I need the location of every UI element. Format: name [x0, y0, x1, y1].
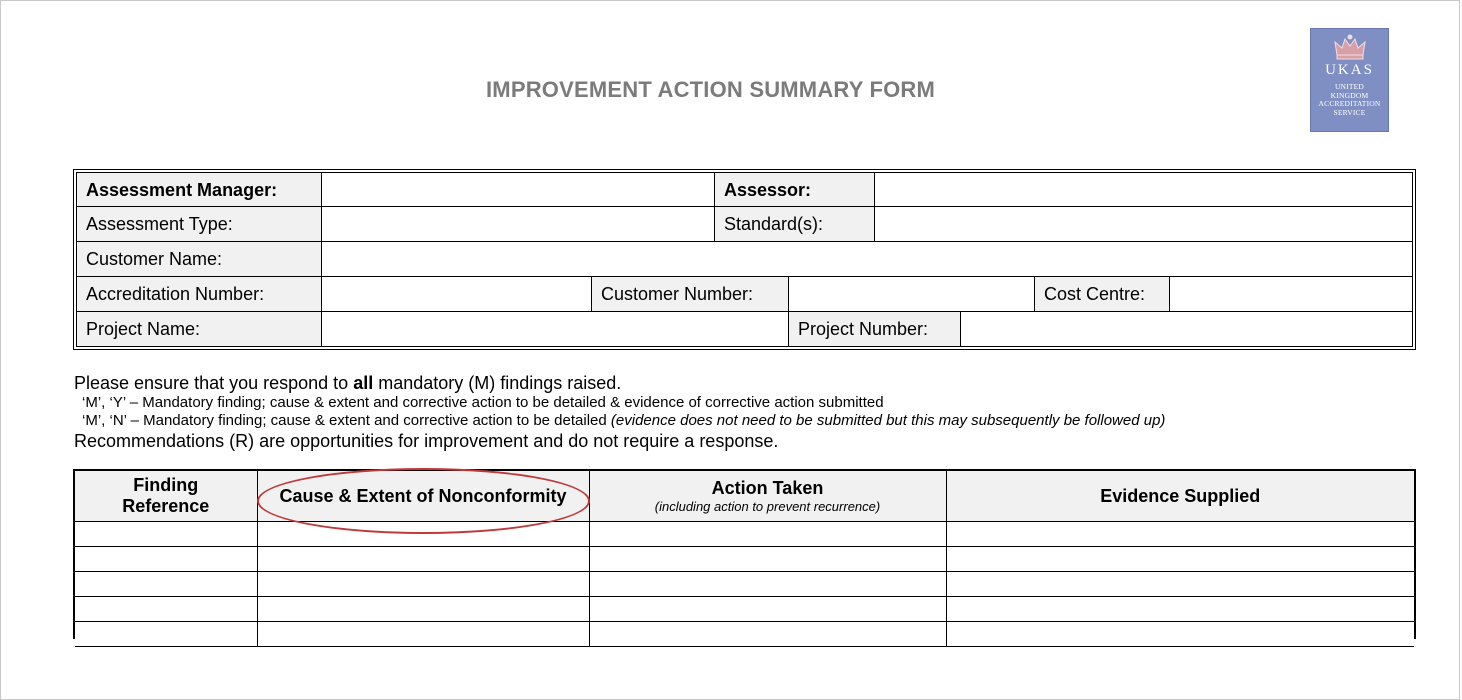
logo-wordmark: UKAS — [1325, 62, 1374, 78]
instruction-mn-italic: (evidence does not need to be submitted but this may subsequently be followed up) — [610, 412, 1166, 429]
cost-centre-label: Cost Centre: — [1034, 277, 1169, 311]
table-row — [75, 547, 1414, 572]
action-taken-cell[interactable] — [589, 572, 946, 597]
instruction-my: ‘M’, ‘Y’ – Mandatory finding; cause & extent and corrective action to be detailed & evidence of corrective action submitted — [82, 394, 884, 411]
info-row-project — [76, 312, 1413, 347]
action-taken-header — [589, 471, 946, 522]
action-taken-cell[interactable] — [589, 597, 946, 622]
assessment-info-table — [73, 169, 1416, 350]
accreditation-number-label: Accreditation Number: — [77, 277, 321, 311]
table-row — [75, 597, 1414, 622]
logo-sub-line: ACCREDITATION — [1318, 99, 1381, 108]
finding-reference-cell[interactable] — [75, 572, 257, 597]
info-row-accreditation — [76, 277, 1413, 312]
crown-icon — [1333, 34, 1367, 60]
info-row-type — [76, 207, 1413, 242]
instructions — [74, 372, 1414, 452]
ukas-logo — [1310, 28, 1389, 132]
table-row — [75, 522, 1414, 547]
info-row-manager — [76, 172, 1413, 207]
action-taken-subtitle: (including action to prevent recurrence) — [654, 498, 881, 514]
finding-header-line2: Reference — [122, 496, 210, 516]
logo-subtitle — [1311, 83, 1388, 117]
evidence-supplied-cell[interactable] — [946, 547, 1414, 572]
finding-reference-cell[interactable] — [75, 522, 257, 547]
cause-extent-cell[interactable] — [257, 622, 589, 647]
assessment-manager-field[interactable] — [321, 173, 714, 206]
findings-table — [73, 469, 1416, 639]
customer-number-label: Customer Number: — [591, 277, 788, 311]
logo-sub-line: SERVICE — [1333, 107, 1366, 117]
instruction-respond-post: mandatory (M) findings raised. — [373, 373, 622, 393]
finding-reference-cell[interactable] — [75, 547, 257, 572]
instruction-respond-bold: all — [353, 373, 374, 393]
customer-number-field[interactable] — [788, 277, 1034, 311]
standards-field[interactable] — [874, 207, 1412, 241]
accreditation-number-field[interactable] — [321, 277, 591, 311]
instruction-respond-pre: Please ensure that you respond to — [74, 373, 354, 393]
action-taken-cell[interactable] — [589, 522, 946, 547]
instruction-respond — [74, 372, 1414, 394]
action-taken-cell[interactable] — [589, 622, 946, 647]
cause-extent-cell[interactable] — [257, 572, 589, 597]
cause-extent-cell[interactable] — [257, 522, 589, 547]
info-row-customer — [76, 242, 1413, 277]
assessment-type-label: Assessment Type: — [77, 207, 321, 241]
action-taken-cell[interactable] — [589, 547, 946, 572]
table-row — [75, 622, 1414, 647]
project-number-field[interactable] — [960, 312, 1412, 346]
project-name-label: Project Name: — [77, 312, 321, 346]
findings-header-row — [75, 471, 1414, 522]
instruction-mn — [74, 412, 1414, 430]
customer-name-field[interactable] — [321, 242, 1412, 276]
evidence-supplied-cell[interactable] — [946, 522, 1414, 547]
project-number-label: Project Number: — [788, 312, 960, 346]
form-title: IMPROVEMENT ACTION SUMMARY FORM — [486, 77, 936, 102]
cause-extent-cell[interactable] — [257, 547, 589, 572]
instruction-recommendations: Recommendations (R) are opportunities for improvement and do not require a response. — [74, 431, 779, 451]
cause-extent-cell[interactable] — [257, 597, 589, 622]
assessment-type-field[interactable] — [321, 207, 714, 241]
table-row — [75, 572, 1414, 597]
assessor-label: Assessor: — [714, 173, 874, 206]
action-taken-title: Action Taken — [711, 477, 824, 498]
logo-sub-line: UNITED — [1334, 82, 1365, 91]
standards-label: Standard(s): — [714, 207, 874, 241]
assessor-field[interactable] — [874, 173, 1412, 206]
project-name-field[interactable] — [321, 312, 788, 346]
finding-reference-cell[interactable] — [75, 597, 257, 622]
evidence-supplied-cell[interactable] — [946, 597, 1414, 622]
customer-name-label: Customer Name: — [77, 242, 321, 276]
evidence-supplied-cell[interactable] — [946, 572, 1414, 597]
evidence-supplied-header: Evidence Supplied — [946, 471, 1414, 522]
assessment-manager-label: Assessment Manager: — [77, 173, 321, 206]
logo-sub-line: KINGDOM — [1330, 90, 1369, 100]
evidence-supplied-cell[interactable] — [946, 622, 1414, 647]
instruction-mn-text: ‘M’, ‘N’ – Mandatory finding; cause & extent and corrective action to be detailed — [82, 412, 611, 429]
finding-reference-header — [75, 471, 257, 522]
finding-header-line1: Finding — [133, 475, 199, 495]
cause-extent-header: Cause & Extent of Nonconformity — [257, 471, 589, 522]
cost-centre-field[interactable] — [1169, 277, 1412, 311]
finding-reference-cell[interactable] — [75, 622, 257, 647]
